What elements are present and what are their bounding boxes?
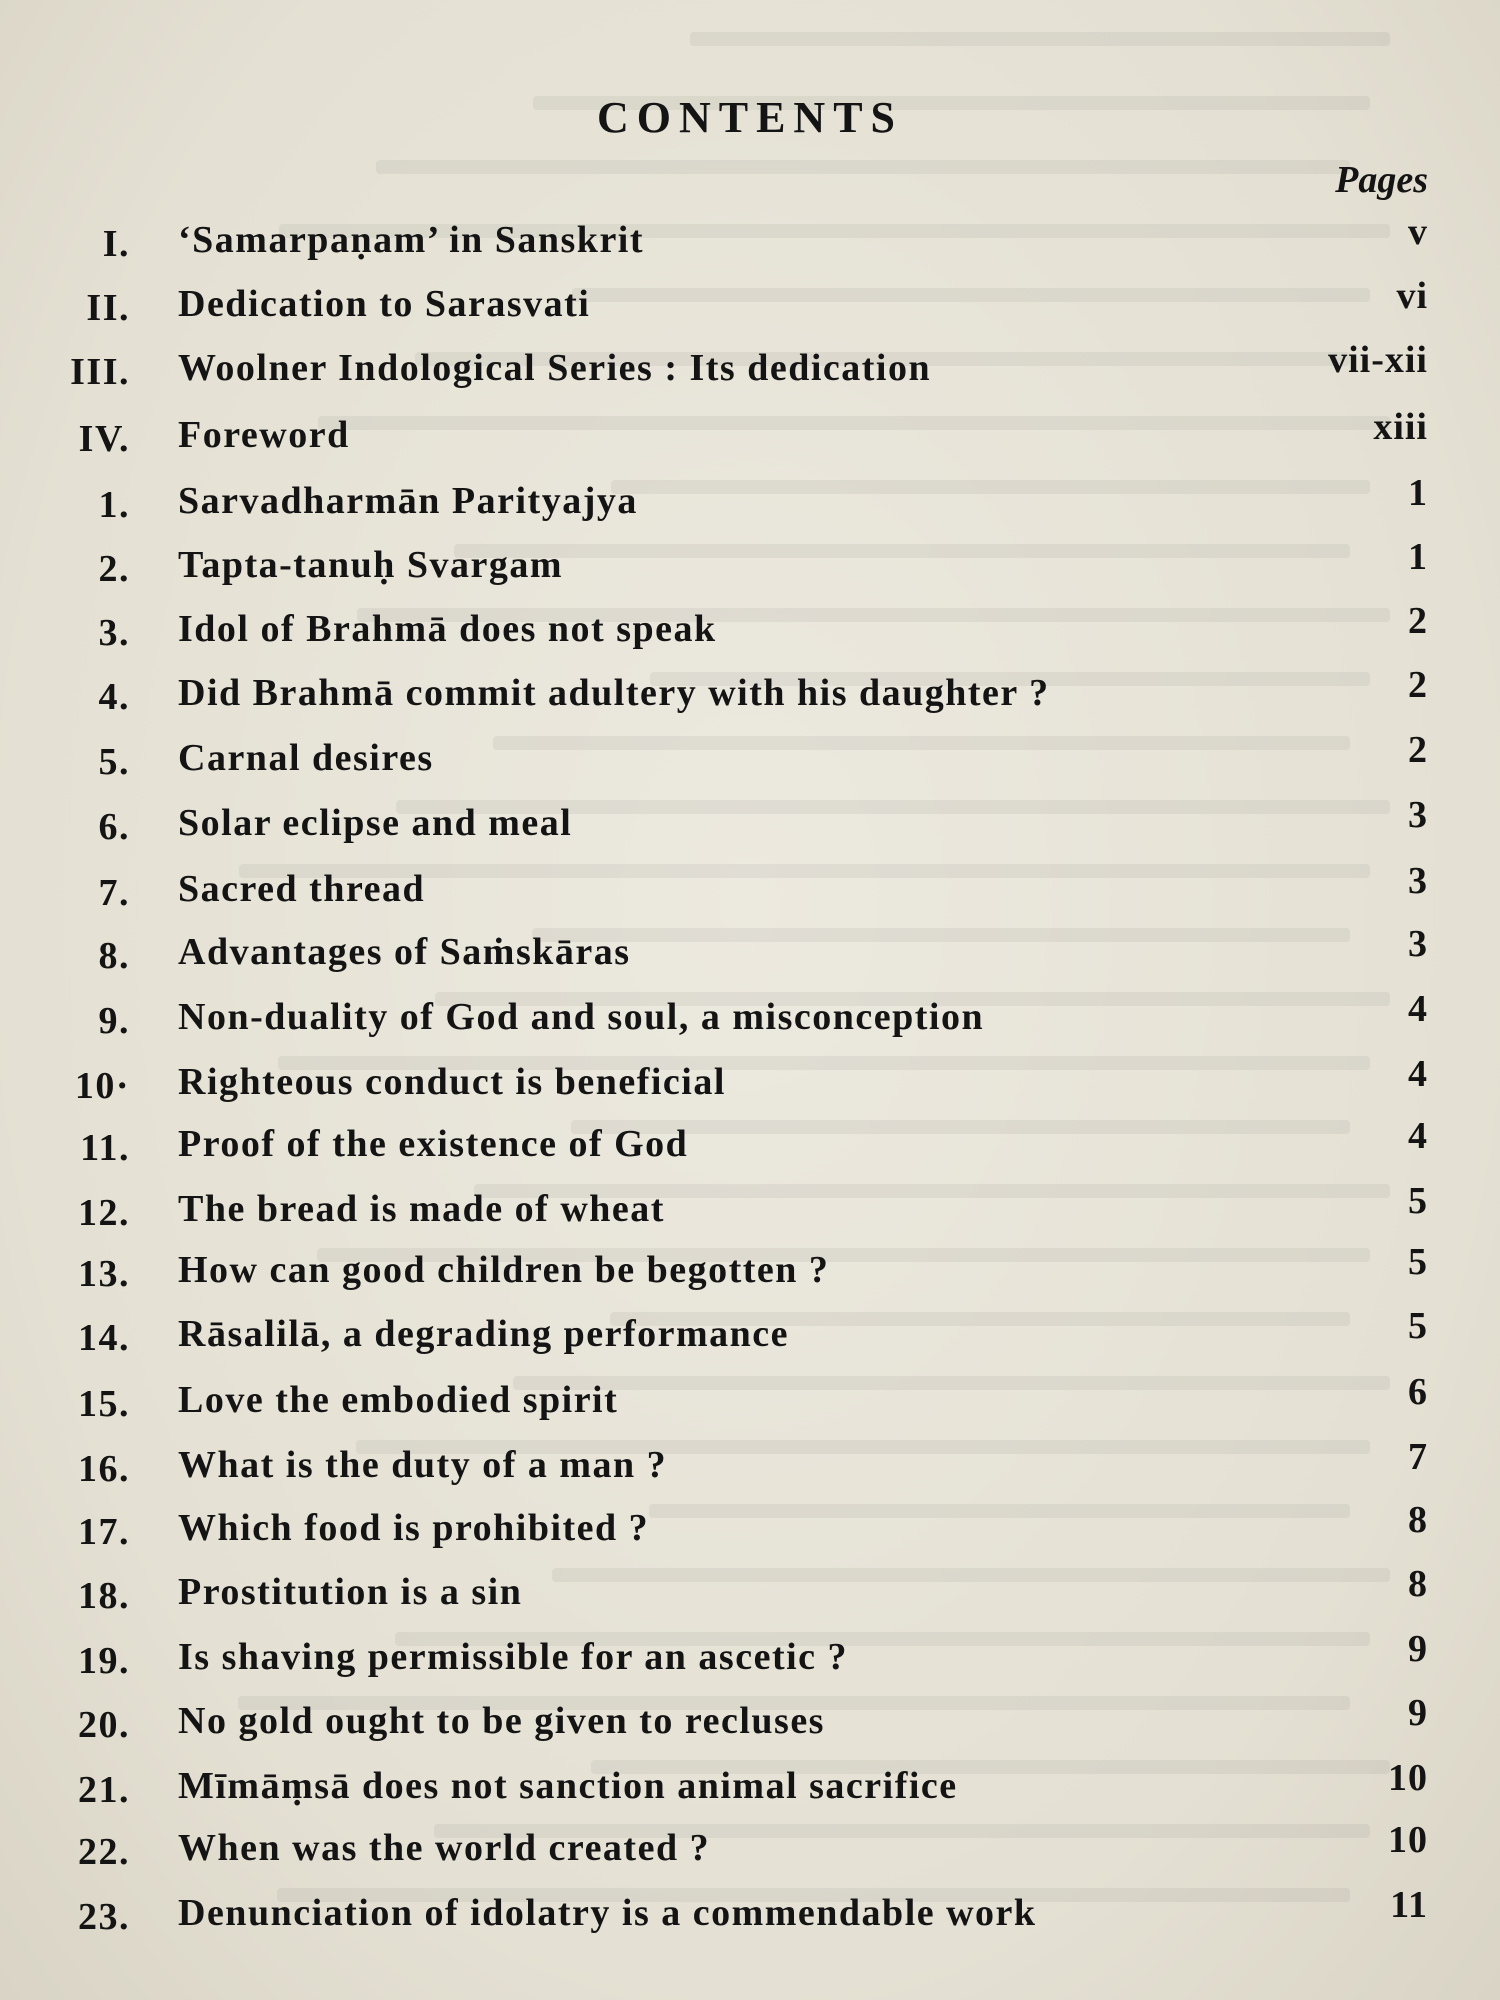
toc-entry [0, 1052, 1500, 1112]
toc-entry [0, 274, 1500, 334]
toc-entry [0, 859, 1500, 919]
toc-entry-title: Tapta-tanuḥ Svargam [178, 544, 564, 586]
toc-entry [0, 1756, 1500, 1816]
toc-entry-title: Proof of the existence of God [178, 1123, 689, 1165]
toc-entry [0, 1627, 1500, 1687]
toc-entry-page: 2 [1408, 729, 1428, 771]
toc-entry-page: xiii [1373, 406, 1428, 448]
toc-entry-number: 8. [98, 935, 130, 977]
toc-entry-number: 23. [78, 1896, 130, 1938]
toc-entry-number: 18. [78, 1575, 130, 1617]
toc-entry-title: Dedication to Sarasvati [178, 283, 591, 325]
toc-entry [0, 793, 1500, 853]
toc-entry-page: 4 [1408, 1053, 1428, 1095]
toc-entry [0, 1498, 1500, 1558]
toc-entry-number: 1. [98, 484, 130, 526]
toc-entry-title: Denunciation of idolatry is a commendable work [178, 1892, 1037, 1934]
toc-entry [0, 1240, 1500, 1300]
toc-entry-page: 6 [1408, 1371, 1428, 1413]
toc-entry-number: III. [70, 351, 130, 393]
toc-entry-title: Idol of Brahmā does not speak [178, 608, 717, 650]
toc-entry-page: 8 [1408, 1499, 1428, 1541]
toc-entry-number: 14. [78, 1317, 130, 1359]
toc-entry-number: 9. [98, 1000, 130, 1042]
toc-entry [0, 1691, 1500, 1751]
toc-entry [0, 1435, 1500, 1495]
toc-entry [0, 1818, 1500, 1878]
toc-entry-title: Advantages of Saṁskāras [178, 931, 631, 973]
toc-entry-title: Sacred thread [178, 868, 426, 910]
toc-entry-page: 8 [1408, 1563, 1428, 1605]
page-title: CONTENTS [596, 93, 904, 142]
toc-entry-title: Foreword [178, 414, 350, 456]
toc-entry-number: 7. [98, 872, 130, 914]
toc-entry-number: 20. [78, 1704, 130, 1746]
toc-entry [0, 1562, 1500, 1622]
toc-entry [0, 663, 1500, 723]
toc-entry [0, 922, 1500, 982]
toc-entry-page: 2 [1408, 600, 1428, 642]
toc-entry-title: Non-duality of God and soul, a misconception [178, 996, 985, 1038]
toc-entry-number: 17. [78, 1511, 130, 1553]
toc-entry [0, 471, 1500, 531]
toc-entry-page: 10 [1388, 1757, 1428, 1799]
toc-entry-number: 16. [78, 1448, 130, 1490]
pages-column-heading: Pages [1335, 159, 1428, 201]
toc-entry-number: II. [86, 287, 130, 329]
toc-entry-title: Did Brahmā commit adultery with his daughter ? [178, 672, 1050, 714]
toc-entry-title: Mīmāṃsā does not sanction animal sacrifice [178, 1765, 958, 1807]
toc-entry [0, 338, 1500, 398]
toc-entry-page: 7 [1408, 1436, 1428, 1478]
toc-entry-number: 4. [98, 676, 130, 718]
toc-entry-page: vi [1396, 275, 1428, 317]
toc-entry-number: 3. [98, 612, 130, 654]
toc-entry-title: No gold ought to be given to recluses [178, 1700, 825, 1742]
toc-entry-number: 10· [74, 1065, 130, 1107]
toc-entry [0, 1179, 1500, 1239]
toc-entry-number: 15. [78, 1383, 130, 1425]
toc-entry-title: Rāsalilā, a degrading performance [178, 1313, 790, 1355]
toc-entry-title: How can good children be begotten ? [178, 1249, 830, 1291]
toc-entry-page: 3 [1408, 794, 1428, 836]
toc-entry [0, 1114, 1500, 1174]
toc-entry-page: 4 [1408, 988, 1428, 1030]
toc-entry-page: 9 [1408, 1628, 1428, 1670]
toc-entry-title: Sarvadharmān Parityajya [178, 480, 638, 522]
toc-entry-page: 5 [1408, 1305, 1428, 1347]
toc-entry-page: 5 [1408, 1241, 1428, 1283]
toc-entry-page: 3 [1408, 860, 1428, 902]
toc-entry [0, 1304, 1500, 1364]
toc-entry-number: 21. [78, 1769, 130, 1811]
toc-entry-page: 5 [1408, 1180, 1428, 1222]
toc-entry [0, 210, 1500, 270]
toc-entry-title: Prostitution is a sin [178, 1571, 523, 1613]
toc-entry-page: 10 [1388, 1819, 1428, 1861]
toc-entry-number: 19. [78, 1640, 130, 1682]
toc-entry-number: 6. [98, 806, 130, 848]
toc-entry [0, 987, 1500, 1047]
toc-entry-number: 12. [78, 1192, 130, 1234]
toc-entry-title: When was the world created ? [178, 1827, 711, 1869]
toc-entry-page: 1 [1408, 472, 1428, 514]
toc-entry-title: Is shaving permissible for an ascetic ? [178, 1636, 849, 1678]
toc-entry [0, 728, 1500, 788]
toc-entry [0, 1370, 1500, 1430]
toc-entry-number: 22. [78, 1831, 130, 1873]
toc-entry [0, 405, 1500, 465]
toc-entry-page: 4 [1408, 1115, 1428, 1157]
toc-entry [0, 535, 1500, 595]
toc-entry [0, 599, 1500, 659]
toc-entry-title: Carnal desires [178, 737, 434, 779]
toc-entry-number: 13. [78, 1253, 130, 1295]
toc-entry-number: 11. [80, 1127, 130, 1169]
toc-entry-number: I. [102, 223, 130, 265]
toc-entry [0, 1883, 1500, 1943]
bleed-line [690, 32, 1390, 46]
toc-entry-title: ‘Samarpaṇam’ in Sanskrit [178, 219, 645, 261]
toc-entry-page: 1 [1408, 536, 1428, 578]
toc-entry-number: 5. [98, 741, 130, 783]
toc-entry-page: vii-xii [1328, 339, 1428, 381]
toc-entry-page: 3 [1408, 923, 1428, 965]
toc-entry-title: Woolner Indological Series : Its dedication [178, 347, 932, 389]
toc-entry-title: The bread is made of wheat [178, 1188, 665, 1230]
toc-entry-title: What is the duty of a man ? [178, 1444, 668, 1486]
toc-entry-title: Love the embodied spirit [178, 1379, 619, 1421]
toc-entry-title: Solar eclipse and meal [178, 802, 573, 844]
toc-entry-page: 9 [1408, 1692, 1428, 1734]
toc-entry-title: Which food is prohibited ? [178, 1507, 650, 1549]
toc-entry-number: IV. [78, 418, 130, 460]
bleed-line [376, 160, 1350, 174]
toc-entry-page: v [1408, 211, 1428, 253]
toc-entry-page: 11 [1390, 1884, 1428, 1926]
toc-entry-page: 2 [1408, 664, 1428, 706]
toc-entry-title: Righteous conduct is beneficial [178, 1061, 726, 1103]
toc-entry-number: 2. [98, 548, 130, 590]
